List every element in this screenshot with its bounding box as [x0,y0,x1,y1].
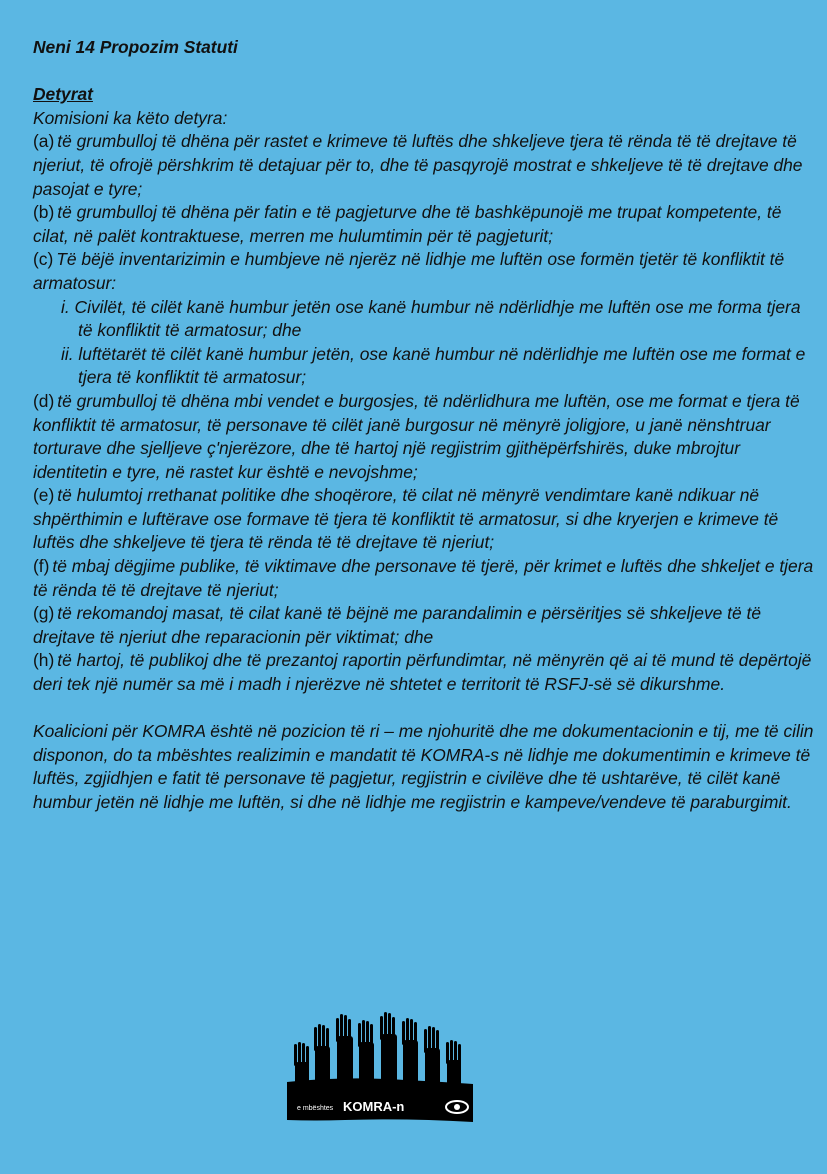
item-label: (c) [33,249,54,270]
item-text: të grumbulloj të dhëna për rastet e krimeve të luftës dhe shkeljeve tjera të rënda të të drejtave të njeriut, të ofrojë përshkrim të detajuar për to, dhe të pasqyrojë mostrat e shkeljeve të të drejtave dhe pasojat e tyre; [33,131,803,199]
sub-item-text: Civilët, të cilët kanë humbur jetën ose kanë humbur në ndërlidhje me luftën ose me forma tjera të konfliktit të armatosur; dhe [74,296,801,341]
item-label: (g) [33,603,55,624]
sub-item-label: i. [61,296,70,317]
logo-brand-text: KOMRA-n [343,1099,405,1114]
komra-hands-logo [285,1010,475,1125]
list-item [33,649,815,696]
list-item [33,130,815,201]
item-label: (e) [33,485,55,506]
item-label: (d) [33,390,55,411]
sub-list-item [61,296,815,343]
list-item [33,201,815,248]
list-item [33,555,815,602]
item-label: (b) [33,202,55,223]
list-item [33,602,815,649]
list-item [33,248,815,295]
item-text: të hulumtoj rrethanat politike dhe shoqërore, të cilat në mënyrë vendimtare kanë ndikuar në shpërthimin e luftërave ose formave të tjera të konfliktit të armatosur, si dhe kryerjen e krimeve të luftës dhe shkeljeve të tjera të rënda të të drejtave të njeriut; [33,485,779,553]
item-label: (f) [33,556,50,577]
section-heading: Detyrat [33,84,93,105]
logo-small-text: e mbështes [297,1105,334,1112]
sub-item-label: ii. [61,343,74,364]
document-body [33,36,815,815]
closing-paragraph: Koalicioni për KOMRA është në pozicion të ri – me njohuritë dhe me dokumentacionin e tij, me të cilin disponon, do ta mbështes realizimin e mandatit të KOMRA-s në lidhje me dokumentimin e krimeve të luftës, zgjidhjen e fatit të personave të pagjetur, regjistrin e civilëve dhe të ushtarëve, të cilët kanë humbur jetën në lidhje me luftën, si dhe në lidhje me regjistrin e kampeve/vendeve të paraburgimit. [33,721,814,812]
list-item [33,484,815,555]
sub-list-item [61,343,815,390]
document-title: Neni 14 Propozim Statuti [33,37,238,57]
list-item [33,390,815,484]
item-text: të rekomandoj masat, të cilat kanë të bëjnë me parandalimin e përsëritjes së shkeljeve të të drejtave të njeriut dhe reparacionin për viktimat; dhe [33,603,761,647]
item-text: të mbaj dëgjime publike, të viktimave dhe personave të tjerë, për krimet e luftës dhe shkeljet e tjera të rënda të të drejtave të njeriut; [33,556,814,600]
item-label: (h) [33,650,55,671]
item-text: të hartoj, të publikoj dhe të prezantoj raportin përfundimtar, në mënyrën që ai të mund të depërtojë deri tek një numër sa më i madh i njerëzve në shtetet e territorit të RSFJ-së së dikurshme. [33,650,812,695]
sub-item-text: luftëtarët të cilët kanë humbur jetën, ose kanë humbur në ndërlidhje me luftën ose me format e tjera të konfliktit të armatosur; [78,343,806,388]
item-text: të grumbulloj të dhëna mbi vendet e burgosjes, të ndërlidhura me luftën, ose me format e tjera të konfliktit të armatosur, të personave të cilët janë burgosur në mënyrë joligjore, u janë nënshtruar torturave dhe sjelljeve ç'njerëzore, dhe të hartoj një regjistrim gjithëpërfshirës, duke mbrojtur identitetin e tyre, në rastet kur është e nevojshme; [33,390,800,482]
item-label: (a) [33,131,55,152]
intro-text: Komisioni ka këto detyra: [33,107,228,128]
item-text: Të bëjë inventarizimin e humbjeve në njerëz në lidhje me luftën ose formën tjetër të konfliktit të armatosur: [33,249,785,293]
item-text: të grumbulloj të dhëna për fatin e të pagjeturve dhe të bashkëpunojë me trupat kompetente, të cilat, në palët kontraktuese, merren me hulumtimin për të pagjeturit; [33,202,782,246]
